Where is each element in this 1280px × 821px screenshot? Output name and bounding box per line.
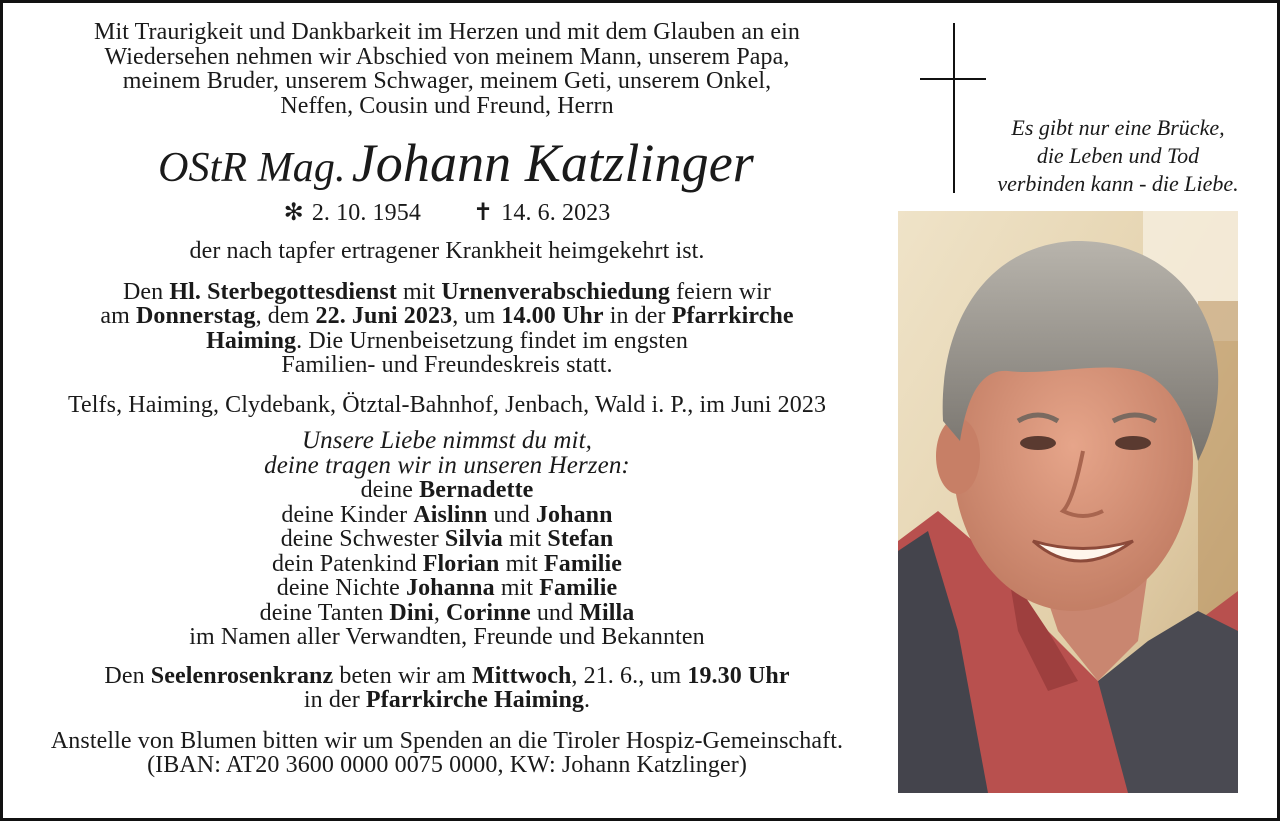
mourners-italic-line: deine tragen wir in unseren Herzen:	[264, 451, 630, 479]
mourner-text: mit	[502, 526, 548, 552]
right-column	[898, 0, 1280, 821]
mourner-name: Johann	[535, 501, 613, 528]
intro-line: Neffen, Cousin und Freund, Herrn	[280, 92, 614, 119]
mourner-line	[16, 552, 878, 577]
service-announcement	[16, 280, 878, 378]
mourner-line	[16, 527, 878, 552]
service-highlight: Haiming	[206, 327, 297, 354]
quote-line: verbinden kann - die Liebe.	[997, 171, 1239, 196]
quote-line: die Leben und Tod	[1036, 143, 1200, 168]
mourner-name: Florian	[422, 550, 500, 577]
birth-date: 2. 10. 1954	[311, 200, 421, 226]
mourner-name: Dini	[389, 599, 434, 626]
mourner-name: Familie	[544, 550, 623, 577]
mourner-line	[16, 503, 878, 528]
intro-text	[16, 20, 878, 118]
places-line: Telfs, Haiming, Clydebank, Ötztal-Bahnhof, Jenbach, Wald i. P., im Juni 2023	[67, 391, 827, 418]
mourner-text: mit	[494, 575, 540, 601]
mourners-italic-line: Unsere Liebe nimmst du mit,	[302, 427, 592, 454]
intro-line: Mit Traurigkeit und Dankbarkeit im Herzen und mit dem Glauben an ein	[94, 19, 800, 45]
mourner-name: Stefan	[547, 526, 614, 552]
life-dates	[16, 199, 878, 227]
rosary-text: .	[584, 687, 591, 713]
rosary-text: beten wir am	[333, 662, 472, 689]
death-date-group	[473, 200, 610, 226]
mourner-name: Johanna	[405, 575, 495, 601]
obituary-text	[16, 20, 878, 778]
rosary-highlight: Seelenrosenkranz	[150, 662, 334, 689]
mourner-text: deine	[360, 477, 420, 503]
rosary-text: Den	[104, 662, 151, 689]
illness-line: der nach tapfer ertragener Krankheit heimgekehrt ist.	[189, 238, 705, 264]
mourner-line	[16, 601, 878, 626]
mourner-name: Corinne	[446, 599, 531, 626]
donation-line: (IBAN: AT20 3600 0000 0075 0000, KW: Johann Katzlinger)	[147, 752, 747, 778]
service-text: am	[100, 303, 136, 329]
academic-title: OStR Mag.	[158, 145, 346, 191]
mourner-text: dein Patenkind	[271, 550, 423, 577]
service-highlight: Donnerstag	[135, 303, 256, 329]
mourner-text: und	[530, 599, 580, 626]
mourner-text: deine Schwester	[280, 526, 445, 552]
service-text: Den	[122, 278, 170, 305]
rosary-highlight: 19.30 Uhr	[687, 662, 790, 689]
mourner-name: Milla	[579, 599, 635, 626]
rosary-text: , 21. 6., um	[571, 662, 688, 689]
service-text: feiern wir	[669, 278, 772, 305]
portrait-illustration	[898, 211, 1238, 793]
right-eye	[1115, 436, 1151, 450]
quote-line: Es gibt nur eine Brücke,	[1011, 115, 1225, 140]
rosary-text: in der	[303, 687, 366, 713]
mourner-rows	[16, 478, 878, 650]
full-name: Johann Katzlinger	[351, 133, 754, 193]
service-text: mit	[396, 278, 442, 305]
mourner-text: mit	[499, 550, 544, 577]
service-text: . Die Urnenbeisetzung findet im engsten	[296, 327, 688, 354]
mourner-text: im Namen aller Verwandten, Freunde und Bekannten	[189, 624, 705, 650]
death-date: 14. 6. 2023	[501, 200, 611, 226]
service-text: Familien- und Freundeskreis statt.	[281, 352, 613, 378]
service-text: , um	[452, 303, 502, 329]
mourners-list	[16, 429, 878, 650]
mourner-line	[16, 576, 878, 601]
intro-line: meinem Bruder, unserem Schwager, meinem Geti, unserem Onkel,	[122, 68, 772, 94]
birth-star-icon: ✻	[283, 200, 304, 226]
mourner-text: deine Kinder	[281, 501, 414, 528]
service-highlight: 14.00 Uhr	[501, 303, 604, 329]
rosary-highlight: Pfarrkirche Haiming	[365, 687, 584, 713]
rosary-announcement	[16, 664, 878, 713]
birth-date-group	[284, 199, 421, 227]
mourner-text: ,	[433, 599, 447, 626]
mourner-name: Bernadette	[419, 477, 534, 503]
rosary-highlight: Mittwoch	[471, 662, 572, 689]
service-highlight: 22. Juni 2023	[315, 303, 453, 329]
mourner-name: Familie	[539, 575, 618, 601]
mourner-text: deine Tanten	[259, 599, 390, 626]
mourner-line	[16, 478, 878, 503]
mourner-text: deine Nichte	[276, 575, 406, 601]
donation-note	[16, 729, 878, 778]
mourner-line	[16, 625, 878, 650]
mourner-name: Silvia	[444, 526, 503, 552]
service-highlight: Urnenverabschiedung	[441, 278, 670, 305]
quote	[968, 114, 1268, 198]
portrait-photo	[898, 211, 1238, 793]
left-eye	[1020, 436, 1056, 450]
death-cross-icon: ✝	[473, 200, 494, 226]
service-highlight: Pfarrkirche	[671, 303, 794, 329]
intro-line: Wiedersehen nehmen wir Abschied von meinem Mann, unserem Papa,	[104, 43, 790, 70]
mourner-text: und	[487, 501, 536, 528]
service-highlight: Hl. Sterbegottesdienst	[169, 278, 397, 305]
service-text: , dem	[255, 303, 316, 329]
donation-line: Anstelle von Blumen bitten wir um Spenden an die Tiroler Hospiz-Gemeinschaft.	[50, 727, 844, 754]
deceased-name	[34, 133, 878, 199]
mourner-name: Aislinn	[413, 501, 488, 528]
service-text: in der	[603, 303, 672, 329]
